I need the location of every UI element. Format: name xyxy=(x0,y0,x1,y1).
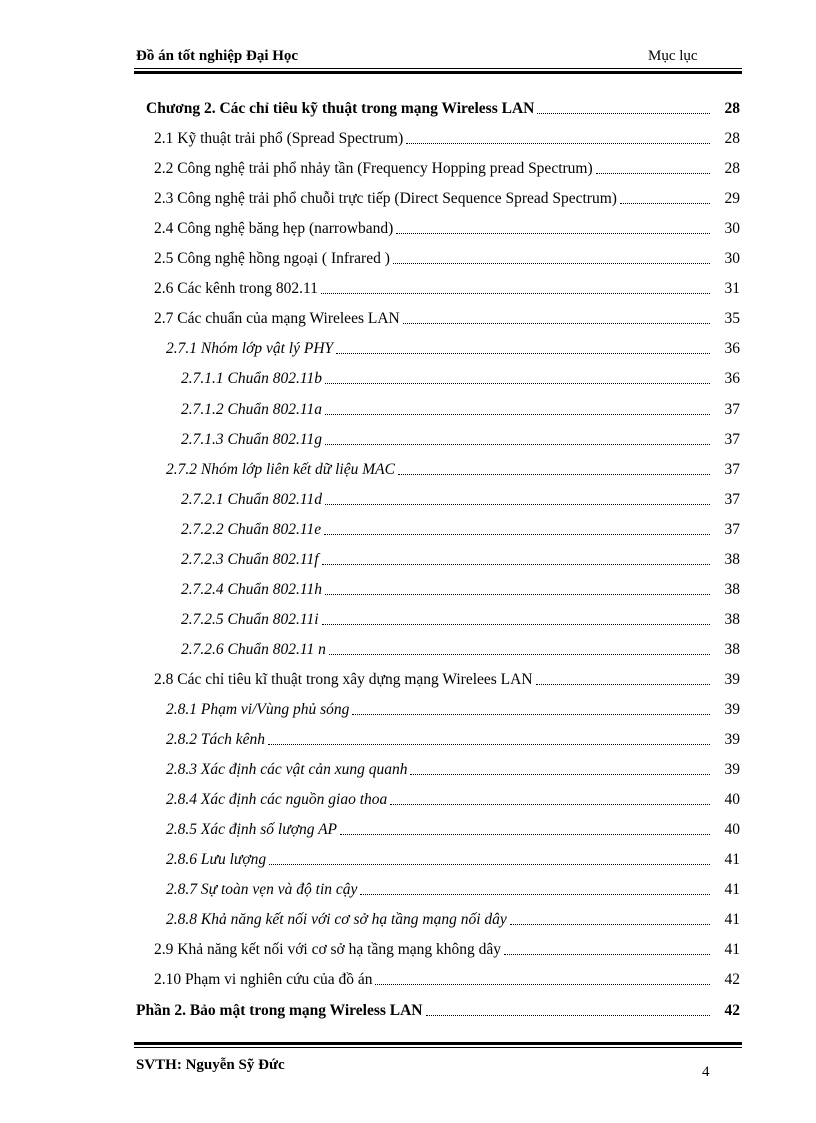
toc-entry-page: 29 xyxy=(724,190,740,207)
toc-entry-page: 30 xyxy=(724,250,740,267)
toc-dot-leader xyxy=(321,292,710,294)
toc-dot-leader xyxy=(375,983,710,985)
toc-entry-title: 2.7.2.6 Chuẩn 802.11 n xyxy=(181,641,326,658)
header-rule-thick xyxy=(134,71,742,74)
toc-entry-page: 38 xyxy=(724,611,740,628)
toc-dot-leader xyxy=(426,1014,711,1016)
toc-entry-page: 40 xyxy=(724,821,740,838)
toc-entry[interactable] xyxy=(166,815,740,839)
footer-rule-thick xyxy=(134,1042,742,1045)
toc-entry-page: 36 xyxy=(724,370,740,387)
toc-entry[interactable] xyxy=(166,905,740,929)
toc-entry-page: 28 xyxy=(724,130,740,147)
toc-dot-leader xyxy=(269,863,710,865)
toc-entry[interactable] xyxy=(154,244,740,268)
toc-entry-title: 2.1 Kỹ thuật trải phổ (Spread Spectrum) xyxy=(154,130,404,147)
toc-entry-title: 2.7.2.5 Chuẩn 802.11i xyxy=(181,611,319,628)
toc-entry-page: 39 xyxy=(724,671,740,688)
toc-dot-leader xyxy=(324,533,710,535)
toc-entry[interactable] xyxy=(166,725,740,749)
toc-entry[interactable] xyxy=(154,274,740,298)
toc-entry[interactable] xyxy=(154,154,740,178)
toc-entry-page: 28 xyxy=(724,160,740,177)
toc-entry[interactable] xyxy=(154,665,740,689)
header-rule-thin xyxy=(134,68,742,69)
toc-entry[interactable] xyxy=(181,395,740,419)
toc-entry-page: 41 xyxy=(724,941,740,958)
toc-entry[interactable] xyxy=(154,184,740,208)
toc-entry[interactable] xyxy=(181,425,740,449)
toc-entry-title: 2.6 Các kênh trong 802.11 xyxy=(154,280,318,297)
toc-entry[interactable] xyxy=(146,94,740,118)
toc-entry-title: 2.8.6 Lưu lượng xyxy=(166,851,267,868)
toc-dot-leader xyxy=(398,473,710,475)
toc-dot-leader xyxy=(360,893,710,895)
toc-dot-leader xyxy=(322,563,711,565)
toc-dot-leader xyxy=(325,443,710,445)
toc-entry-title: Phần 2. Bảo mật trong mạng Wireless LAN xyxy=(136,1002,423,1019)
toc-dot-leader xyxy=(352,713,710,715)
toc-entry-page: 39 xyxy=(724,701,740,718)
toc-entry[interactable] xyxy=(166,695,740,719)
footer-author: SVTH: Nguyễn Sỹ Đức xyxy=(136,1057,285,1073)
toc-entry-title: 2.5 Công nghệ hồng ngoại ( Infrared ) xyxy=(154,250,390,267)
toc-dot-leader xyxy=(510,923,710,925)
section-title: Mục lục xyxy=(648,48,698,64)
toc-dot-leader xyxy=(336,352,710,354)
toc-entry-title: 2.8.4 Xác định các nguồn giao thoa xyxy=(166,791,388,808)
toc-entry[interactable] xyxy=(181,485,740,509)
toc-entry-page: 41 xyxy=(724,911,740,928)
toc-entry-title: 2.7.2.4 Chuẩn 802.11h xyxy=(181,581,322,598)
toc-entry[interactable] xyxy=(181,575,740,599)
toc-entry[interactable] xyxy=(154,304,740,328)
toc-dot-leader xyxy=(325,413,710,415)
toc-entry-title: 2.7.2.2 Chuẩn 802.11e xyxy=(181,521,322,538)
toc-entry[interactable] xyxy=(166,455,740,479)
toc-entry-title: 2.10 Phạm vi nghiên cứu của đồ án xyxy=(154,971,373,988)
toc-entry[interactable] xyxy=(154,965,740,989)
toc-entry-title: 2.9 Khả năng kết nối với cơ sở hạ tầng mạng không dây xyxy=(154,941,502,958)
toc-entry-title: 2.8.1 Phạm vi/Vùng phủ sóng xyxy=(166,701,350,718)
toc-entry-title: 2.7.1.1 Chuẩn 802.11b xyxy=(181,370,322,387)
toc-entry-title: 2.8 Các chỉ tiêu kĩ thuật trong xây dựng mạng Wirelees LAN xyxy=(154,671,533,688)
toc-dot-leader xyxy=(329,653,710,655)
toc-entry-page: 31 xyxy=(724,280,740,297)
toc-entry-page: 38 xyxy=(724,551,740,568)
toc-dot-leader xyxy=(325,503,710,505)
toc-entry[interactable] xyxy=(181,605,740,629)
toc-entry-title: 2.7.2.3 Chuẩn 802.11f xyxy=(181,551,319,568)
toc-entry[interactable] xyxy=(181,545,740,569)
toc-entry[interactable] xyxy=(166,875,740,899)
toc-entry-page: 36 xyxy=(724,340,740,357)
toc-entry-page: 35 xyxy=(724,310,740,327)
toc-dot-leader xyxy=(406,142,710,144)
toc-dot-leader xyxy=(504,953,710,955)
toc-entry-title: Chương 2. Các chỉ tiêu kỹ thuật trong mạng Wireless LAN xyxy=(146,100,535,117)
toc-dot-leader xyxy=(340,833,710,835)
toc-entry-page: 41 xyxy=(724,851,740,868)
toc-dot-leader xyxy=(596,172,710,174)
toc-dot-leader xyxy=(325,382,710,384)
toc-entry-title: 2.8.5 Xác định số lượng AP xyxy=(166,821,337,838)
toc-entry-page: 39 xyxy=(724,761,740,778)
toc-entry-title: 2.8.3 Xác định các vật cản xung quanh xyxy=(166,761,408,778)
toc-entry[interactable] xyxy=(181,635,740,659)
toc-entry-title: 2.7.1 Nhóm lớp vật lý PHY xyxy=(166,340,334,357)
toc-dot-leader xyxy=(403,322,710,324)
toc-entry-page: 42 xyxy=(724,1002,740,1019)
toc-entry-title: 2.7.2 Nhóm lớp liên kết dữ liệu MAC xyxy=(166,461,395,478)
toc-dot-leader xyxy=(537,112,710,114)
toc-dot-leader xyxy=(393,262,710,264)
toc-entry-title: 2.7.1.2 Chuẩn 802.11a xyxy=(181,401,322,418)
toc-entry-page: 41 xyxy=(724,881,740,898)
toc-dot-leader xyxy=(268,743,710,745)
toc-entry-page: 38 xyxy=(724,641,740,658)
toc-entry-page: 37 xyxy=(724,461,740,478)
toc-entry[interactable] xyxy=(154,124,740,148)
toc-dot-leader xyxy=(322,623,711,625)
toc-dot-leader xyxy=(390,803,710,805)
toc-entry-title: 2.8.2 Tách kênh xyxy=(166,731,266,748)
toc-dot-leader xyxy=(620,202,710,204)
toc-entry-page: 40 xyxy=(724,791,740,808)
toc-entry-page: 38 xyxy=(724,581,740,598)
toc-entry[interactable] xyxy=(136,996,740,1020)
toc-dot-leader xyxy=(325,593,710,595)
toc-entry[interactable] xyxy=(154,214,740,238)
toc-entry[interactable] xyxy=(166,334,740,358)
toc-entry-page: 37 xyxy=(724,431,740,448)
toc-entry-page: 42 xyxy=(724,971,740,988)
toc-entry-page: 39 xyxy=(724,731,740,748)
toc-entry-title: 2.4 Công nghệ băng hẹp (narrowband) xyxy=(154,220,394,237)
toc-entry-page: 28 xyxy=(724,100,740,117)
toc-entry-page: 37 xyxy=(724,401,740,418)
page-number: 4 xyxy=(702,1064,710,1080)
toc-entry[interactable] xyxy=(154,935,740,959)
toc-entry-page: 37 xyxy=(724,491,740,508)
page-header xyxy=(136,48,742,68)
toc-entry-page: 30 xyxy=(724,220,740,237)
toc-entry-title: 2.7.1.3 Chuẩn 802.11g xyxy=(181,431,322,448)
toc-entry[interactable] xyxy=(181,515,740,539)
toc-entry[interactable] xyxy=(166,845,740,869)
document-title: Đồ án tốt nghiệp Đại Học xyxy=(136,48,299,64)
toc-entry-title: 2.7 Các chuẩn của mạng Wirelees LAN xyxy=(154,310,400,327)
toc-entry-title: 2.7.2.1 Chuẩn 802.11d xyxy=(181,491,322,508)
toc-entry-title: 2.2 Công nghệ trải phổ nhảy tần (Frequency Hopping pread Spectrum) xyxy=(154,160,593,177)
toc-dot-leader xyxy=(410,773,710,775)
footer-rule-thin xyxy=(134,1047,742,1048)
toc-entry-title: 2.8.8 Khả năng kết nối với cơ sở hạ tầng mạng nối dây xyxy=(166,911,507,928)
toc-entry-title: 2.8.7 Sự toàn vẹn và độ tin cậy xyxy=(166,881,358,898)
toc-entry-page: 37 xyxy=(724,521,740,538)
toc-dot-leader xyxy=(396,232,710,234)
toc-entry[interactable] xyxy=(166,785,740,809)
toc-dot-leader xyxy=(536,683,710,685)
toc-entry[interactable] xyxy=(166,755,740,779)
toc-entry-title: 2.3 Công nghệ trải phổ chuỗi trực tiếp (Direct Sequence Spread Spectrum) xyxy=(154,190,617,207)
toc-entry[interactable] xyxy=(181,364,740,388)
